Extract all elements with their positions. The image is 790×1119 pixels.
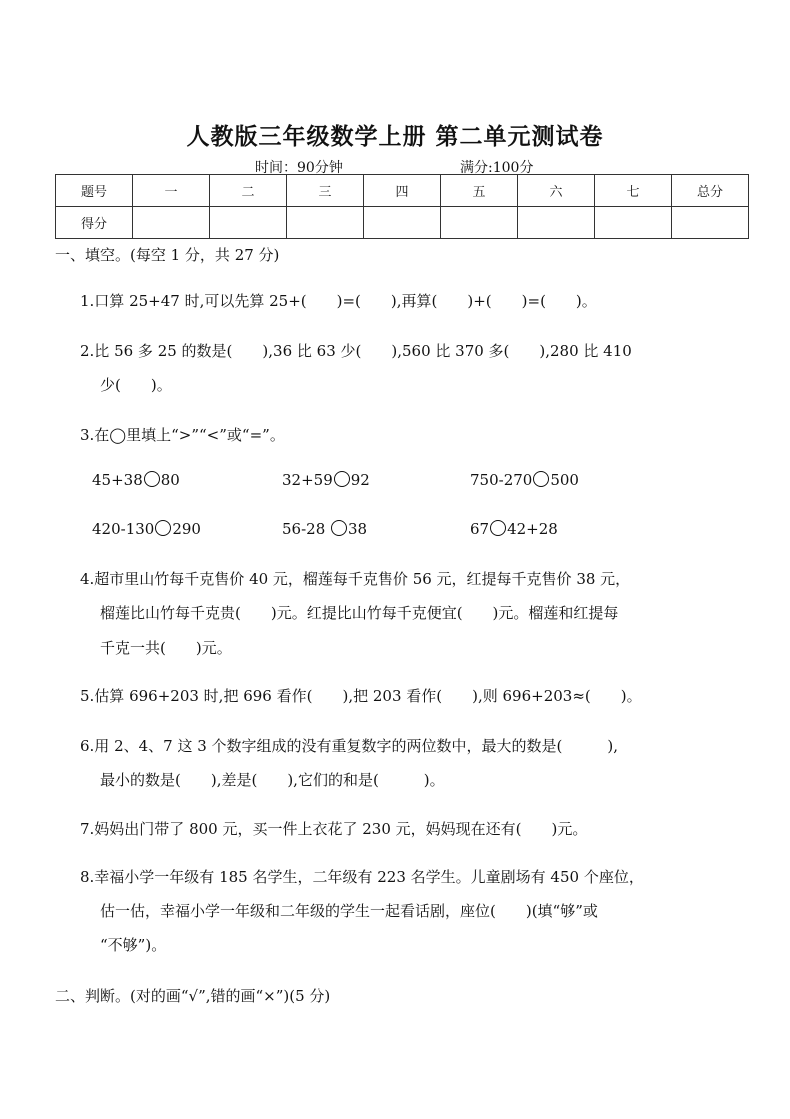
question-8-line-2: 估一估，幸福小学一年级和二年级的学生一起看话剧，座位( )(填“够”或 [100,902,598,920]
question-3: 3.在◯里填上“>”“<”或“=”。 [80,426,285,444]
score-row-label: 得分 [56,207,133,239]
question-6-line-1: 6.用 2、4、7 这 3 个数字组成的没有重复数字的两位数中，最大的数是( ), [80,737,619,755]
compare-item [470,520,558,538]
question-2-line-1: 2.比 56 多 25 的数是( ),36 比 63 少( ),560 比 370 多( ),280 比 410 [80,342,632,360]
compare-right: 290 [172,520,201,538]
compare-left: 67 [470,520,490,538]
compare-left: 420-130 [92,520,155,538]
question-4-line-3: 千克一共( )元。 [100,639,232,657]
question-2-line-2: 少( )。 [100,376,172,394]
compare-item [282,520,367,538]
question-1: 1.口算 25+47 时,可以先算 25+( )=( ),再算( )+( )=( )。 [80,292,597,310]
compare-right: 500 [550,471,579,489]
answer-circle[interactable] [334,471,350,487]
score-cell [595,207,672,239]
compare-right: 80 [160,471,180,489]
section-1-heading: 一、填空。(每空 1 分，共 27 分) [55,246,280,264]
header-cell-2: 二 [210,175,287,207]
compare-left: 56-28 [282,520,331,538]
score-table [55,174,749,239]
compare-item [92,471,180,489]
compare-item [92,520,201,538]
header-cell-item: 题号 [56,175,133,207]
answer-circle[interactable] [490,520,506,536]
header-cell-3: 三 [287,175,364,207]
header-cell-6: 六 [518,175,595,207]
page-title: 人教版三年级数学上册 第二单元测试卷 [186,124,604,150]
exam-time: 时间：90分钟 [255,160,343,176]
question-4-line-1: 4.超市里山竹每千克售价 40 元，榴莲每千克售价 56 元，红提每千克售价 38 元， [80,570,631,588]
header-cell-1: 一 [133,175,210,207]
exam-full-score: 满分:100分 [460,160,534,176]
question-6-line-2: 最小的数是( ),差是( ),它们的和是( )。 [100,771,445,789]
compare-left: 45+38 [92,471,143,489]
score-table-score-row [56,207,749,239]
answer-circle[interactable] [533,471,549,487]
compare-right: 42+28 [507,520,558,538]
answer-circle[interactable] [144,471,160,487]
question-7: 7.妈妈出门带了 800 元，买一件上衣花了 230 元，妈妈现在还有( )元。 [80,820,588,838]
score-cell [672,207,749,239]
score-cell [364,207,441,239]
compare-right: 92 [350,471,370,489]
score-table-header-row [56,175,749,207]
score-cell [441,207,518,239]
score-cell [287,207,364,239]
section-2-heading: 二、判断。(对的画“√”,错的画“×”)(5 分) [55,987,331,1005]
compare-item [282,471,370,489]
question-4-line-2: 榴莲比山竹每千克贵( )元。红提比山竹每千克便宜( )元。榴莲和红提每 [100,604,619,622]
compare-left: 750-270 [470,471,533,489]
header-cell-5: 五 [441,175,518,207]
compare-left: 32+59 [282,471,333,489]
compare-item [470,471,579,489]
question-8-line-3: “不够”)。 [100,936,167,954]
compare-right: 38 [348,520,368,538]
header-cell-7: 七 [595,175,672,207]
header-cell-total: 总分 [672,175,749,207]
score-cell [210,207,287,239]
header-cell-4: 四 [364,175,441,207]
answer-circle[interactable] [331,520,347,536]
question-5: 5.估算 696+203 时,把 696 看作( ),把 203 看作( ),则 696+203≈( )。 [80,687,642,705]
question-8-line-1: 8.幸福小学一年级有 185 名学生，二年级有 223 名学生。儿童剧场有 450 个座位， [80,868,644,886]
score-cell [518,207,595,239]
answer-circle[interactable] [155,520,171,536]
score-cell [133,207,210,239]
